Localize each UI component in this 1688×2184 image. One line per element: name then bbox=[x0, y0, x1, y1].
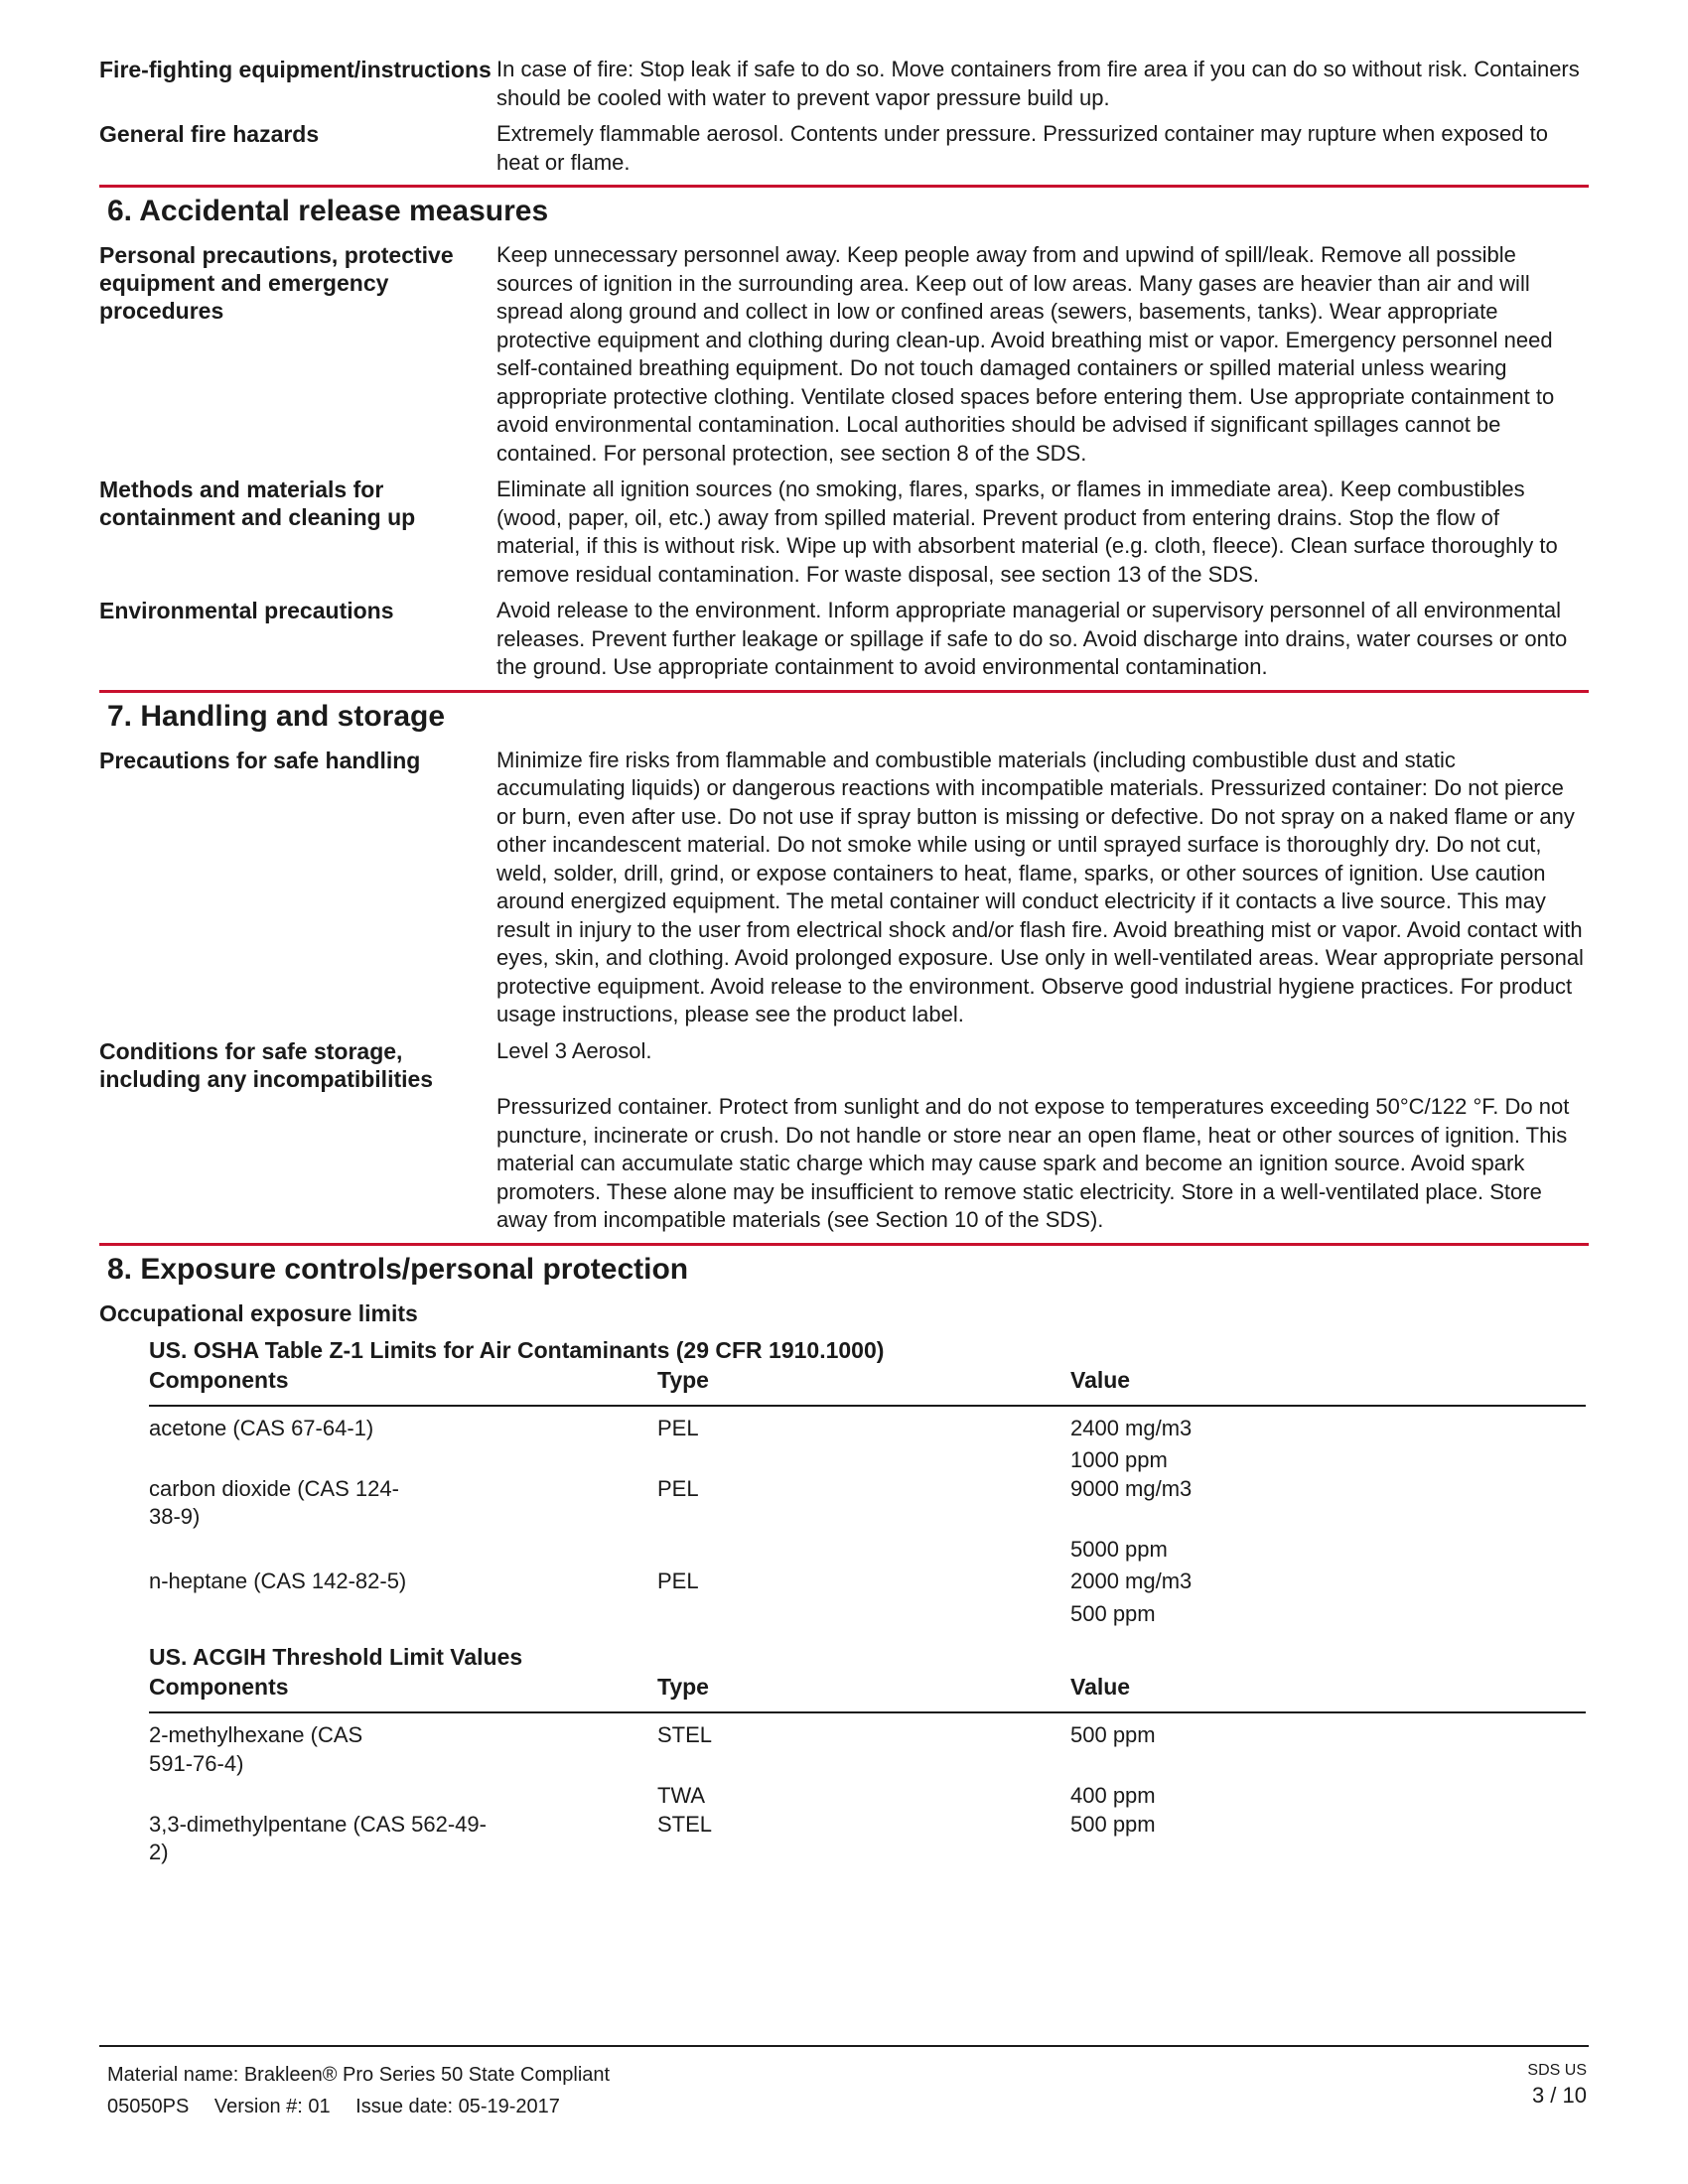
type-cell: PEL bbox=[657, 1475, 699, 1501]
section-divider bbox=[99, 185, 1589, 188]
document-id bbox=[107, 2091, 610, 2122]
value-cell: 500 ppm bbox=[1070, 1600, 1156, 1626]
table-title: US. OSHA Table Z-1 Limits for Air Contaminants (29 CFR 1910.1000) bbox=[149, 1336, 885, 1363]
osha-table bbox=[149, 1335, 1586, 1867]
section-7-title: 7. Handling and storage bbox=[107, 699, 446, 733]
row-label: Methods and materials for containment and cleaning up bbox=[99, 477, 416, 530]
section-6-title: 6. Accidental release measures bbox=[107, 195, 549, 227]
component-cell: n-heptane (CAS 142-82-5) bbox=[149, 1569, 407, 1593]
row-label: Personal precautions, protective equipment and emergency procedures bbox=[99, 242, 454, 324]
header-type: Type bbox=[657, 1366, 709, 1393]
section-8-title: 8. Exposure controls/personal protection bbox=[107, 1252, 689, 1286]
row-label: Environmental precautions bbox=[99, 598, 394, 623]
component-cell: 3,3-dimethylpentane (CAS 562-49-2) bbox=[149, 1811, 487, 1864]
table-row bbox=[149, 1536, 1586, 1565]
fire-fighting-row bbox=[99, 56, 1589, 112]
table-header bbox=[149, 1672, 1586, 1713]
value-cell: 400 ppm bbox=[1070, 1783, 1156, 1808]
type-cell bbox=[657, 1600, 1070, 1629]
type-cell bbox=[657, 1446, 1070, 1475]
table-row bbox=[149, 1782, 1586, 1811]
footer-right bbox=[1527, 2061, 1587, 2111]
header-components: Components bbox=[149, 1366, 289, 1393]
storage-conditions: Pressurized container. Protect from sunlight and do not expose to temperatures exceeding 50°C/122 °F. Do not puncture, incinerate or crush. Do not handle or store near an open flame, heat or other sources of ignition. This material can accumulate static charge which may cause spark and become an ignition source. Avoid spark promoters. These alone may be insufficient to remove static electricity. Store in a well-ventilated place. Store away from incompatible materials (see Section 10 of the SDS). bbox=[496, 1094, 1570, 1232]
row-text: Keep unnecessary personnel away. Keep people away from and upwind of spill/leak. Remove all possible sources of ignition in the surrounding area. Keep out of low areas. Many gases are heavier than air and will spread along ground and collect in low or confined areas (sewers, basements, tanks). Wear appropriate protective equipment and clothing during clean-up. Avoid breathing mist or vapor. Emergency personnel need self-contained breathing equipment. Do not touch damaged containers or spilled material unless wearing appropriate protective clothing. Ventilate closed spaces before entering them. Use appropriate containment to avoid environmental contamination. Local authorities should be advised if significant spillages cannot be contained. For personal protection, see section 8 of the SDS. bbox=[496, 242, 1555, 466]
value-cell: 2400 mg/m3 bbox=[1070, 1415, 1193, 1440]
type-cell: STEL bbox=[657, 1811, 713, 1837]
containment-row bbox=[99, 476, 1589, 589]
footer-left bbox=[107, 2059, 610, 2122]
header-value: Value bbox=[1070, 1674, 1131, 1700]
row-text bbox=[496, 1037, 1589, 1235]
general-fire-hazards-row bbox=[99, 120, 1589, 177]
section-divider bbox=[99, 690, 1589, 693]
version-number: Version #: 01 bbox=[213, 2096, 331, 2117]
row-text: Minimize fire risks from flammable and combustible materials (including combustible dust and static accumulating liquids) or dangerous reactions with incompatible materials. Pressurized container: Do not pierce or burn, even after use. Do not use if spray button is missing or defective. Do not spray on a naked flame or any other incandescent material. Do not smoke while using or until sprayed surface is thoroughly dry. Do not cut, weld, solder, drill, grind, or expose containers to heat, flame, sparks, or other sources of ignition. Use caution around energized equipment. The metal container will conduct electricity if it contacts a live source. This may result in injury to the user from electrical shock and/or flash fire. Avoid breathing mist or vapor. Avoid contact with eyes, skin, and clothing. Avoid prolonged exposure. Use only in well-ventilated areas. Wear appropriate personal protective equipment. Avoid release to the environment. Observe good industrial hygiene practices. For product usage instructions, please see the product label. bbox=[496, 747, 1584, 1026]
safe-handling-row bbox=[99, 747, 1589, 1029]
row-label: General fire hazards bbox=[99, 121, 320, 147]
document-type: SDS US bbox=[1527, 2062, 1587, 2079]
row-label: Fire-fighting equipment/instructions bbox=[99, 57, 492, 82]
value-cell: 5000 ppm bbox=[1070, 1536, 1168, 1562]
table-row bbox=[149, 1600, 1586, 1629]
value-cell: 500 ppm bbox=[1070, 1811, 1156, 1837]
environmental-precautions-row bbox=[99, 597, 1589, 682]
header-type: Type bbox=[657, 1674, 709, 1700]
table-header bbox=[149, 1365, 1586, 1407]
occupational-limits-label: Occupational exposure limits bbox=[99, 1299, 418, 1326]
component-cell bbox=[149, 1446, 657, 1475]
section-divider bbox=[99, 1243, 1589, 1246]
row-label: Conditions for safe storage, including any incompatibilities bbox=[99, 1037, 434, 1092]
row-text: Extremely flammable aerosol. Contents under pressure. Pressurized container may rupture when exposed to heat or flame. bbox=[496, 121, 1548, 175]
type-cell: STEL bbox=[657, 1722, 713, 1747]
component-cell: 2-methylhexane (CAS 591-76-4) bbox=[149, 1722, 363, 1776]
table-row bbox=[149, 1568, 1586, 1596]
safe-storage-row bbox=[99, 1037, 1589, 1235]
value-cell: 500 ppm bbox=[1070, 1722, 1156, 1747]
table-title: US. ACGIH Threshold Limit Values bbox=[149, 1644, 523, 1670]
personal-precautions-row bbox=[99, 241, 1589, 468]
type-cell: TWA bbox=[657, 1783, 706, 1808]
material-name: Material name: Brakleen® Pro Series 50 State Compliant bbox=[107, 2064, 611, 2086]
product-code: 05050PS bbox=[107, 2096, 190, 2117]
row-text: Eliminate all ignition sources (no smoking, flares, sparks, or flames in immediate area). Keep combustibles (wood, paper, oil, etc.) away from spilled material. Prevent product from entering drains. Stop the flow of material, if this is without risk. Wipe up with absorbent material (e.g. cloth, fleece). Clean surface thoroughly to remove residual contamination. For waste disposal, see section 13 of the SDS. bbox=[496, 477, 1558, 587]
row-text: Avoid release to the environment. Inform appropriate managerial or supervisory personnel of all environmental releases. Prevent further leakage or spillage if safe to do so. Avoid discharge into drains, water courses or onto the ground. Use appropriate containment to avoid environmental contamination. bbox=[496, 598, 1568, 679]
component-cell: acetone (CAS 67-64-1) bbox=[149, 1415, 374, 1440]
header-value: Value bbox=[1070, 1366, 1131, 1393]
row-label: Precautions for safe handling bbox=[99, 747, 421, 773]
type-cell: PEL bbox=[657, 1415, 699, 1440]
component-cell bbox=[149, 1782, 657, 1811]
table-row bbox=[149, 1446, 1586, 1475]
component-cell bbox=[149, 1536, 657, 1565]
table-row bbox=[149, 1721, 1586, 1778]
table-row bbox=[149, 1811, 1586, 1867]
value-cell: 1000 ppm bbox=[1070, 1447, 1168, 1472]
type-cell: PEL bbox=[657, 1569, 699, 1593]
value-cell: 2000 mg/m3 bbox=[1070, 1569, 1193, 1593]
table-row bbox=[149, 1415, 1586, 1443]
row-text: In case of fire: Stop leak if safe to do so. Move containers from fire area if you can do so without risk. Containers should be cooled with water to prevent vapor pressure build up. bbox=[496, 57, 1580, 110]
component-cell: carbon dioxide (CAS 124-38-9) bbox=[149, 1475, 399, 1529]
page-number: 3 / 10 bbox=[1531, 2083, 1587, 2108]
sds-page bbox=[99, 56, 1589, 1867]
type-cell bbox=[657, 1536, 1070, 1565]
header-components: Components bbox=[149, 1674, 289, 1700]
component-cell bbox=[149, 1600, 657, 1629]
storage-level: Level 3 Aerosol. bbox=[496, 1037, 652, 1063]
page-footer bbox=[99, 2045, 1589, 2117]
value-cell: 9000 mg/m3 bbox=[1070, 1475, 1193, 1501]
issue-date: Issue date: 05-19-2017 bbox=[355, 2096, 560, 2117]
table-row bbox=[149, 1475, 1586, 1532]
